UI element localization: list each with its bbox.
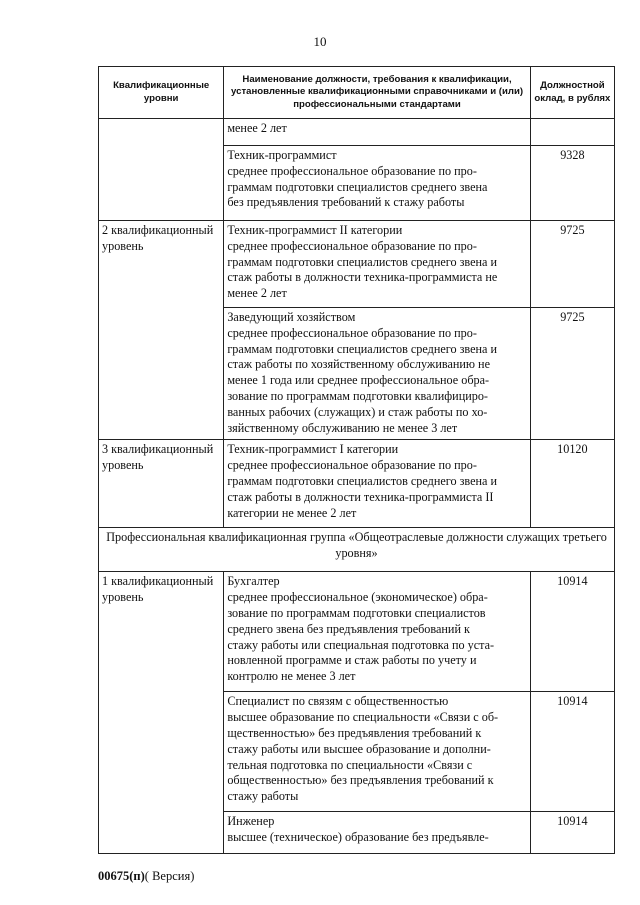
group-row — [99, 528, 615, 572]
table-row — [99, 119, 615, 146]
level-cell: 1 квалификационный уровень — [99, 572, 224, 854]
header-position: Наименование должности, требования к квалификации, установленные квалификационными справочниками и (или) профессиональными стандартами — [224, 67, 530, 119]
qualification-table — [98, 66, 615, 854]
salary-cell: 10914 — [530, 692, 614, 812]
table-row — [99, 221, 615, 308]
table-row — [99, 572, 615, 692]
position-cell: Заведующий хозяйством среднее профессиональное образование по про- граммам подготовки специалистов среднего звена и стаж работы по хозяйственному обслуживанию не менее 1 года или среднее профессиональное обра- зование по программам подготовки квалифициро- ванных рабочих (служащих) и стаж работы по хо- зяйственному обслуживанию не менее 3 лет — [224, 308, 530, 440]
position-cell: Инженер высшее (техническое) образование без предъявле- — [224, 812, 530, 854]
salary-cell — [530, 119, 614, 146]
salary-cell: 9725 — [530, 221, 614, 308]
document-version: ( Версия) — [144, 869, 195, 883]
position-cell: Техник-программист среднее профессиональное образование по про- граммам подготовки специалистов среднего звена без предъявления требований к стажу работы — [224, 146, 530, 221]
salary-cell: 9725 — [530, 308, 614, 440]
group-title: Профессиональная квалификационная группа «Общеотраслевые должности служащих третьего уровня» — [99, 528, 615, 572]
level-cell: 3 квалификационный уровень — [99, 440, 224, 528]
level-cell — [99, 119, 224, 221]
document-footer — [98, 869, 194, 884]
position-cell: Техник-программист I категории среднее профессиональное образование по про- граммам подготовки специалистов среднего звена и стаж работы в должности техника-программиста II категории не менее 2 лет — [224, 440, 530, 528]
position-cell: менее 2 лет — [224, 119, 530, 146]
header-level: Квалификационные уровни — [99, 67, 224, 119]
position-cell: Техник-программист II категории среднее профессиональное образование по про- граммам подготовки специалистов среднего звена и стаж работы в должности техника-программиста не менее 2 лет — [224, 221, 530, 308]
position-cell: Бухгалтер среднее профессиональное (экономическое) обра- зование по программам подготовки специалистов среднего звена без предъявления требований к стажу работы или специальная подготовка по уста- новленной программе и стаж работы по учету и контролю не менее 3 лет — [224, 572, 530, 692]
table-row — [99, 440, 615, 528]
header-salary: Должностной оклад, в рублях — [530, 67, 614, 119]
salary-cell: 10914 — [530, 812, 614, 854]
salary-cell: 10120 — [530, 440, 614, 528]
position-cell: Специалист по связям с общественностью высшее образование по специальности «Связи с об- щественностью» без предъявления требований к стажу работы или высшее образование и дополни- тельная подготовка по специальности «Связи с общественностью» без предъявления требований к стажу работы — [224, 692, 530, 812]
document-code: 00675(п) — [98, 869, 145, 883]
page-number: 10 — [313, 34, 327, 49]
salary-cell: 10914 — [530, 572, 614, 692]
table-header-row — [99, 67, 615, 119]
level-cell: 2 квалификационный уровень — [99, 221, 224, 440]
salary-cell: 9328 — [530, 146, 614, 221]
